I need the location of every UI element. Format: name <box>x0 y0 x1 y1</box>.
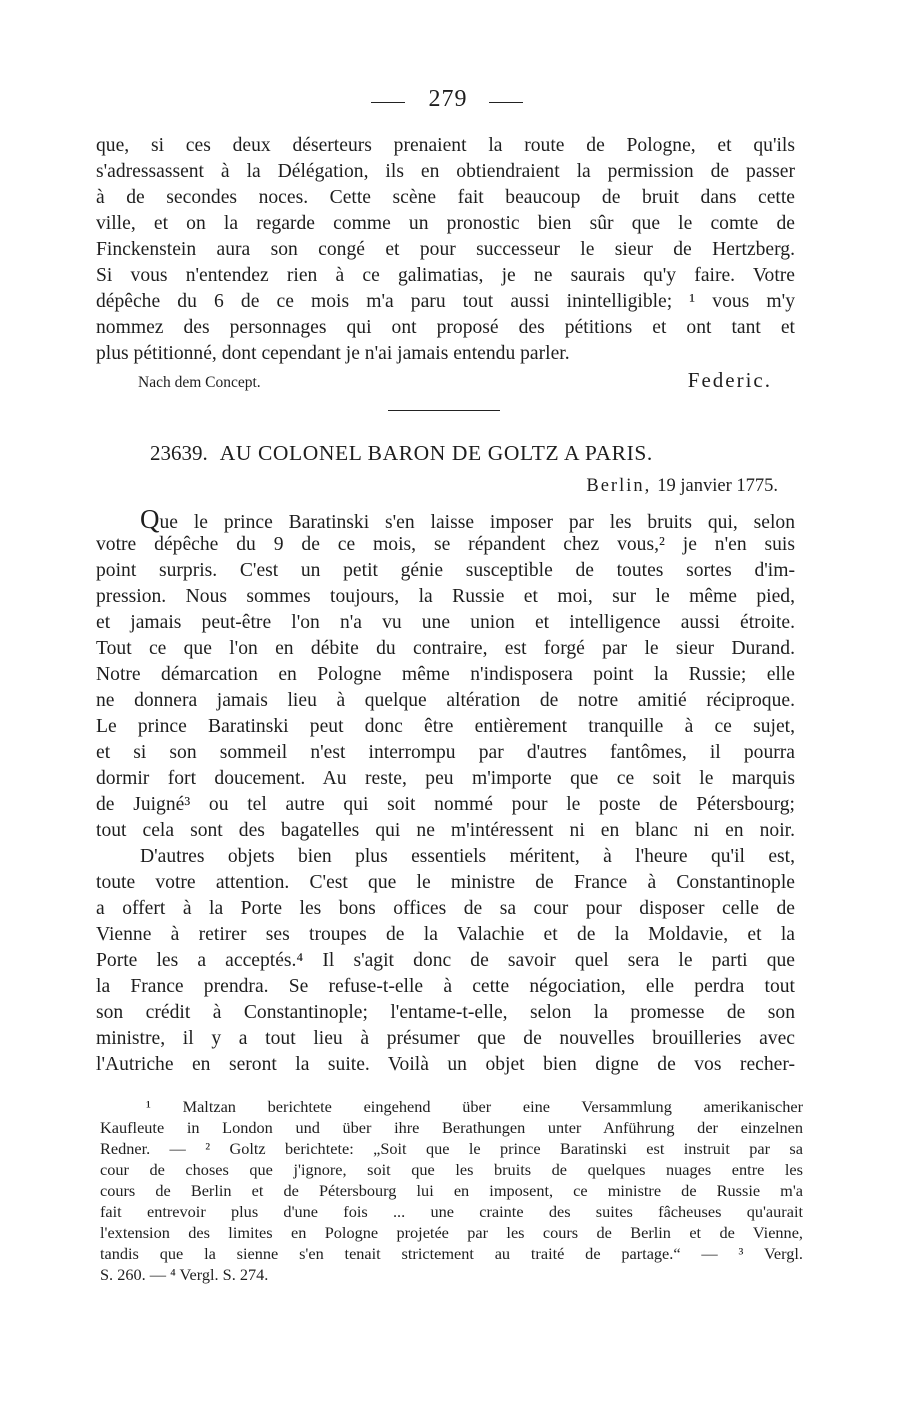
letter-dateline <box>586 476 778 500</box>
drop-cap: Q <box>140 504 160 534</box>
section-divider <box>388 410 500 411</box>
text-line: Porte les a acceptés.⁴ Il s'agit donc de savoir quel sera le parti que <box>96 950 795 971</box>
text-line: l'Autriche en seront la suite. Voilà un objet bien digne de vos recher- <box>96 1054 795 1075</box>
text-line: son crédit à Constantinople; l'entame-t-elle, selon la promesse de son <box>96 1002 795 1023</box>
page-header <box>0 86 900 116</box>
footnote-line: Kaufleute in London und über ihre Berathungen unter Anführung der einzelnen <box>100 1118 803 1137</box>
header-dash-right <box>489 102 523 103</box>
text-line: tout cela sont des bagatelles qui ne m'intéressent ni en blanc ni en noir. <box>96 820 795 841</box>
source-note: Nach dem Concept. <box>138 374 261 391</box>
text-line: plus pétitionné, dont cependant je n'ai jamais entendu parler. <box>96 343 570 364</box>
text-line: a offert à la Porte les bons offices de sa cour pour disposer celle de <box>96 898 795 919</box>
text-line: la France prendra. Se refuse-t-elle à cette négociation, elle perdra tout <box>96 976 795 997</box>
footnote-line: cours de Berlin et de Pétersbourg lui en imposent, ce ministre de Russie m'a <box>100 1181 803 1200</box>
text-line: et si son sommeil n'est interrompu par d'autres fantômes, il pourra <box>96 742 795 763</box>
text-line: de Juigné³ ou tel autre qui soit nommé pour le poste de Pétersbourg; <box>96 794 795 815</box>
header-dash-left <box>371 102 405 103</box>
text-line: Finckenstein aura son congé et pour successeur le sieur de Hertzberg. <box>96 239 795 260</box>
text-line: que, si ces deux déserteurs prenaient la route de Pologne, et qu'ils <box>96 135 795 156</box>
text-line <box>140 506 795 532</box>
text-line: s'adressassent à la Délégation, ils en obtiendraient la permission de passer <box>96 161 795 182</box>
first-line-text: ue le prince Baratinski s'en laisse imposer par les bruits qui, selon <box>159 512 795 533</box>
text-line: ministre, il y a tout lieu à présumer que de nouvelles brouilleries avec <box>96 1028 795 1049</box>
footnote-line: cour de choses que j'ignore, soit que les bruits de quelques nuages entre les <box>100 1160 803 1179</box>
text-line: D'autres objets bien plus essentiels méritent, à l'heure qu'il est, <box>140 846 795 867</box>
footnote-line: S. 260. — ⁴ Vergl. S. 274. <box>100 1265 269 1284</box>
footnote-line: fait entrevoir plus d'une fois ... une crainte des suites fâcheuses qu'aurait <box>100 1202 803 1221</box>
page-number: 279 <box>428 86 468 112</box>
text-line: votre dépêche du 9 de ce mois, se répandent chez vous,² je n'en suis <box>96 534 795 555</box>
text-line: Tout ce que l'on en débite du contraire, est forgé par le sieur Durand. <box>96 638 795 659</box>
text-line: toute votre attention. C'est que le ministre de France à Constantinople <box>96 872 795 893</box>
footnote-line: tandis que la sienne s'en tenait strictement au traité de partage.“ — ³ Vergl. <box>100 1244 803 1263</box>
text-line: à de secondes noces. Cette scène fait beaucoup de bruit dans cette <box>96 187 795 208</box>
letter-title: AU COLONEL BARON DE GOLTZ A PARIS. <box>219 441 653 465</box>
text-line: et jamais peut-être l'on n'a vu une union et intelligence aussi étroite. <box>96 612 795 633</box>
letter-number: 23639. <box>150 441 208 465</box>
text-line: ne donnera jamais lieu à quelque altération de notre amitié réciproque. <box>96 690 795 711</box>
footnote-line: l'extension des limites en Pologne projetée par les cours de Berlin et de Vienne, <box>100 1223 803 1242</box>
text-line: dépêche du 6 de ce mois m'a paru tout aussi inintelligible; ¹ vous m'y <box>96 291 795 312</box>
text-line: Vienne à retirer ses troupes de la Valachie et de la Moldavie, et la <box>96 924 795 945</box>
text-line: Notre démarcation en Pologne même n'indisposera point la Russie; elle <box>96 664 795 685</box>
letter-place: Berlin, <box>586 476 652 496</box>
footnote-line: ¹ Maltzan berichtete eingehend über eine Versammlung amerikanischer <box>146 1097 803 1116</box>
text-line: ville, et on la regarde comme un pronostic bien sûr que le comte de <box>96 213 795 234</box>
text-line: Le prince Baratinski peut donc être entièrement tranquille à ce sujet, <box>96 716 795 737</box>
text-line: dormir fort doucement. Au reste, peu m'importe que ce soit le marquis <box>96 768 795 789</box>
text-line: Si vous n'entendez rien à ce galimatias, je ne saurais qu'y faire. Votre <box>96 265 795 286</box>
letter-date: 19 janvier 1775. <box>657 476 778 496</box>
text-line: nommez des personnages qui ont proposé des pétitions et ont tant et <box>96 317 795 338</box>
signature-block <box>138 368 772 394</box>
footnote-line: Redner. — ² Goltz berichtete: „Soit que le prince Baratinski est instruit par sa <box>100 1139 803 1158</box>
text-line: point surpris. C'est un petit génie susceptible de toutes sortes d'im- <box>96 560 795 581</box>
text-line: pression. Nous sommes toujours, la Russie et moi, sur le même pied, <box>96 586 795 607</box>
letter-heading <box>150 441 790 471</box>
signature-name: Federic. <box>687 368 772 392</box>
